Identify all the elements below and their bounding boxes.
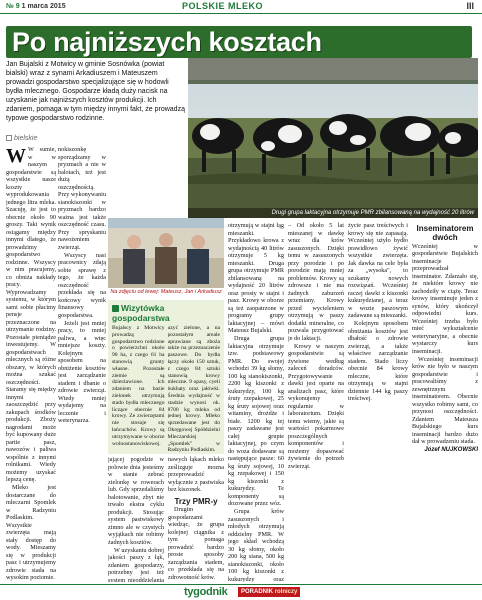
paragraph: nawych łąkach mleko ześlizguje mozna przeprowadzić wyłącznie z pastwiska bez kiszonek. bbox=[168, 456, 224, 493]
region-label: bielskie bbox=[14, 135, 38, 142]
subhead-inseminatorem: Inseminatorem dwóch bbox=[416, 224, 474, 242]
paragraph: Mleko jest dostarczane do mleczarni Spomlek w Radzyniu Podlaskim. Wszystkie zwierzęta mają stały dostęp do wody. Mieszamy się w produkcji pasz i utrzymujemy zdrowie stada na wysokim poziomie. bbox=[6, 484, 56, 581]
page-footer bbox=[0, 584, 482, 600]
headline: Po najniższych kosztach bbox=[12, 27, 322, 57]
paragraph: Grupa krów zasuszonych i młodych otrzymują oddzielny PMR. W jego skład wchodzą 30 kg słomy, około 200 kg siana, 500 kg sianokiszonki, około 100 kg kiszonki z kukurydzy oraz bbox=[228, 508, 284, 582]
article-column-4 bbox=[168, 456, 224, 582]
main-photo-caption: Drugi grupa laktacyjna otrzymuje PMR zbilansowaną na wydajność 20 litrów bbox=[188, 208, 478, 218]
article-column-3 bbox=[108, 456, 164, 582]
paragraph: – Od około 5 lat mieszanej w dawkę wraz dla krów zasuszonych. Dzięki temu w zasuszonych przy porodzie i po porodzie mają mniej problemów. Krowy są zdrowsze i nie ma żadnych zaburzeń przemiany. Krowy przed wycieleniem otrzymują w paszy dodatki mineralne, co pozwala przygotować je do laktacji. bbox=[288, 222, 344, 342]
family-photo bbox=[108, 218, 224, 296]
article-column-6 bbox=[288, 222, 344, 582]
article-column-1 bbox=[6, 146, 56, 582]
paragraph: W uzyskaniu dobrej jakości paszy z łąk, zdaniem gospodarzy, potrzebny jest też system nieoddzielania bbox=[108, 546, 164, 582]
paragraph: Wszyscy nasi pracownicy zdają sobie sprawę z tego, że każda oszczędność przekłada się na końcowy wynik finansowy gospodarstwa. bbox=[58, 251, 106, 319]
paragraph: W W sumie, w w naszym gospodarstwie są wszystkie nasze koszty wyprodukowania jednego litra mleka. Szacuję, że jest to obecnie około 90 groszy. Taki wynik osiągamy między innymi dlatego, że prowadzimy gospodarstwo rodzinne. Wszyscy w nim pracujemy, co obniża nakłady pracy. Wyprowadzamy systemu, w którym sami sobie płacimy pensje przeznaczone na utrzymanie rodziny. Pozostałe pieniądze inwestujemy. W gospodarstwach mlecznych są różne obszary, w których można szukać oszczędności. Staramy się między innymi zaoszczędzić przy zakupach środków produkcji. Zboży nagrodami może być kupowany duże partie pasz, nawozów i paliwa wspólnie z innymi rolnikami. Wtedy możemy uzyskać lepszą cenę. bbox=[6, 146, 56, 483]
paragraph: Krowy w naszym gospodarstwie są żywione według zaleceń doradców. Przygotowywanie dawki jest oparte na analizach pasz, które wykonujemy regularnie w laboratorium. Dzięki temu wiemy, jakie są wartości pokarmowe poszczególnych komponentów i możemy dopasować żywienie do potrzeb zwierząt. bbox=[288, 342, 344, 470]
headline-banner bbox=[6, 26, 472, 58]
footer-rule bbox=[0, 584, 482, 585]
article-column-2 bbox=[58, 146, 106, 582]
cows-photo bbox=[188, 58, 478, 218]
paragraph: Druga grupa laktacyjna otrzymuje tzw. podstawowy PMR. Do swojej wchodzi 39 kg słomy, 100 kg sianokiszonki, 2200 kg kiszonki z kukurydzy, 100 kg śruty rzepakowej, 25 kg śruty sojowej oraz witaminy, drożdże i białe. 1200 kg tej paszy zadawane jest całej grupie laktacyjnej, po czym do woza dodawane są następujące pasze: 60 kg śruty sojowej, 10 kg rzepakowej i 150 kg kiszonki z kukurydzy. Te komponenty są dozowane przez wóz. bbox=[228, 335, 284, 507]
article-column-5 bbox=[228, 222, 284, 582]
farm-profile-title: Wizytówka gospodarstwa bbox=[112, 303, 170, 323]
paragraph: życie pasz treściwych i krowy się nie zapasają. Wcześniej użyło bydło prawidłowo żywić wszystkie zwierzęta. Jak dawka na cele była za „wysoka", to szukamy nowych rozwiązań. Wcześniej raczej dawki z kiszonki kukurydzianej, a teraz w wozie paszowym zadawane są mieszanki. bbox=[348, 222, 408, 319]
footer-badge: PORADNIK rolniczy bbox=[238, 587, 300, 597]
region-icon bbox=[6, 135, 12, 141]
section-title: POLSKIE MLEKO bbox=[182, 1, 264, 11]
farm-profile-columns bbox=[112, 325, 220, 454]
article-column-7 bbox=[348, 222, 408, 582]
header-rule bbox=[0, 13, 482, 14]
paragraph: Kolejnym sposobem obniżania kosztów jest dbałość o zdrowie zwierząt, a także właściwe zarządzanie stadem. Stado liczy obecnie 84 krowy mleczne, które otrzymują w stajni dziennie 144 kg paszy treściwej. bbox=[348, 320, 408, 402]
farm-profile-box bbox=[108, 300, 224, 454]
page-header bbox=[0, 0, 482, 14]
small-photo-caption: Na zdjęciu od lewej: Mateusz, Jan i Arkadiusz bbox=[108, 288, 224, 296]
issue-date: 1 marca 2015 bbox=[21, 3, 66, 10]
region-tag bbox=[6, 135, 37, 142]
author-signature: Józef NUJKOWSKI bbox=[424, 446, 478, 453]
page-number: III bbox=[466, 1, 474, 11]
info-square-icon bbox=[112, 305, 119, 312]
paragraph: Jeżeli jest mniej pracy, to mniej paliwa, a więc mniejsze koszty. Kolejnym sposobem na obniżenie kosztów jest zarządzanie stadem i dbanie o zdrowie zwierząt. Wtedy mniej wydajemy na leczenie i weterynarza. bbox=[58, 319, 106, 424]
family-illustration bbox=[108, 218, 224, 296]
footer-brand: tygodnik bbox=[184, 586, 228, 598]
paragraph: jającej pogodzie w polowie dnia jesteśmy w stanie zebrać zielonkę w rowerach lub. Gdy sprzedaliśmy balotowanie, zbyt nie trwało ekstra cyklu produkcji. Stosując system pastwiskowy zimno ale w czystych wyjątkach nie robimy żadnych kosztów. bbox=[108, 456, 164, 546]
article-lead: Jan Bujalski z Motwicy w gminie Sosnówka (powiat bialski) wraz z synami Arkadiuszem i Mateuszem prowadzi gospodarstwo specjalizujące się w hodowli bydła mlecznego. Gospodarze kładą duży nacisk na uzyskanie jak najniższych kosztów produkcji. Ich zdaniem, pomaga w tym między innymi fakt, że prowadzą typowe gospodarstwo rodzinne. bbox=[6, 61, 185, 122]
cows-illustration bbox=[188, 58, 478, 218]
paragraph: Wcześniej w gospodarstwie Bujalskich inseminacje przeprowadzał inseminator. Zdarzało się, że niektóre krowy nie zachodziły w ciążę. Teraz krowy inseminuje jeden z synów, który ukończył odpowiedni kurs. Wcześniej trzeba było mieć wykształcenie weterynaryjne, a obecnie wystarczy kurs inseminacji. bbox=[412, 242, 478, 355]
paragraph: Wcześniej inseminacji krów nie było w naszym gospodarstwie i pracowaliśmy z zewnętrznym inseminatorem. Obecnie wszystko robimy sami, co przynosi oszczędności. Zdaniem Mateusza Bujalskiego kurs inseminacji bardzo dużo dał w prowadzeniu stada. bbox=[412, 355, 478, 445]
issue-info bbox=[6, 3, 66, 10]
farm-profile-right: uzyć zielone, a na pozostałym areale uprawiane są zboża także na przeznaczenie paszowe. Do bydła łączy około 150 sztuk, z czego 84 sztuki stanowią krowy mleczne. 9 opasy, cyeli bukhaty oraz jałówki. Średnia wydajność w stadzie wynosi ok. 8700 kg mleka od jednej krowy. Mleko sprzedawane jest do Okręgowej Spółdzielni Mleczarskiej „Spomlek" w Radzyniu Podlaskim. bbox=[167, 325, 220, 454]
paragraph: otrzymują w stajni łąg mieszanki. Przykładowo krowa z wydajnością 40 litrów otrzymuje 5 kg mieszanki. Druga grupa otrzymuje PMR zbilansowaną na wydajność 20 litrów oraz prosty w stajni i pasz. Krowy w oborze są też zaopatrzone w programy grupy laktacyjnej – mówi Mateusz Bujalski. bbox=[228, 222, 284, 334]
paragraph: Drugim gospodarzami wiedząc, że grupa kolejnej ciągnika z tym pomaga prowadzić bardzo proste sposoby zarządzania stadem, co przekłada się na zdrowotność krów. bbox=[168, 506, 224, 581]
subhead-trzy-pmr: Trzy PMR-y bbox=[174, 496, 218, 506]
article-column-8 bbox=[412, 222, 478, 582]
issue-number: № 9 bbox=[6, 3, 20, 10]
paragraph: nokiszonkę sporządzamy w pryzmach a nie w balotach, też jest dużą oszczędnością. Przy wykonywaniu sianokiszonki w pryzmach bardzo ważna jest także oszczędność czasu. Przy spryskaniu nawożeniem zwierząt. bbox=[58, 146, 106, 251]
drop-cap: W bbox=[6, 146, 26, 167]
farm-profile-left: Bujalscy z Motwicy prowadzą gospodarstwo rodzinne o powierzchni około 90 ha, z czego 61 ha stanowią grunty własne. Pozostałe ziemie są dzierżawione. Ich zdaniem na bazie zielonek utrzymują stado bydła mlecznego liczące obecnie 84 krowy. Ze zwierzętami nie stosuje się łańcuchów. Krowy są utrzymywane w oborze wolnostanowiskowej. bbox=[112, 325, 165, 447]
